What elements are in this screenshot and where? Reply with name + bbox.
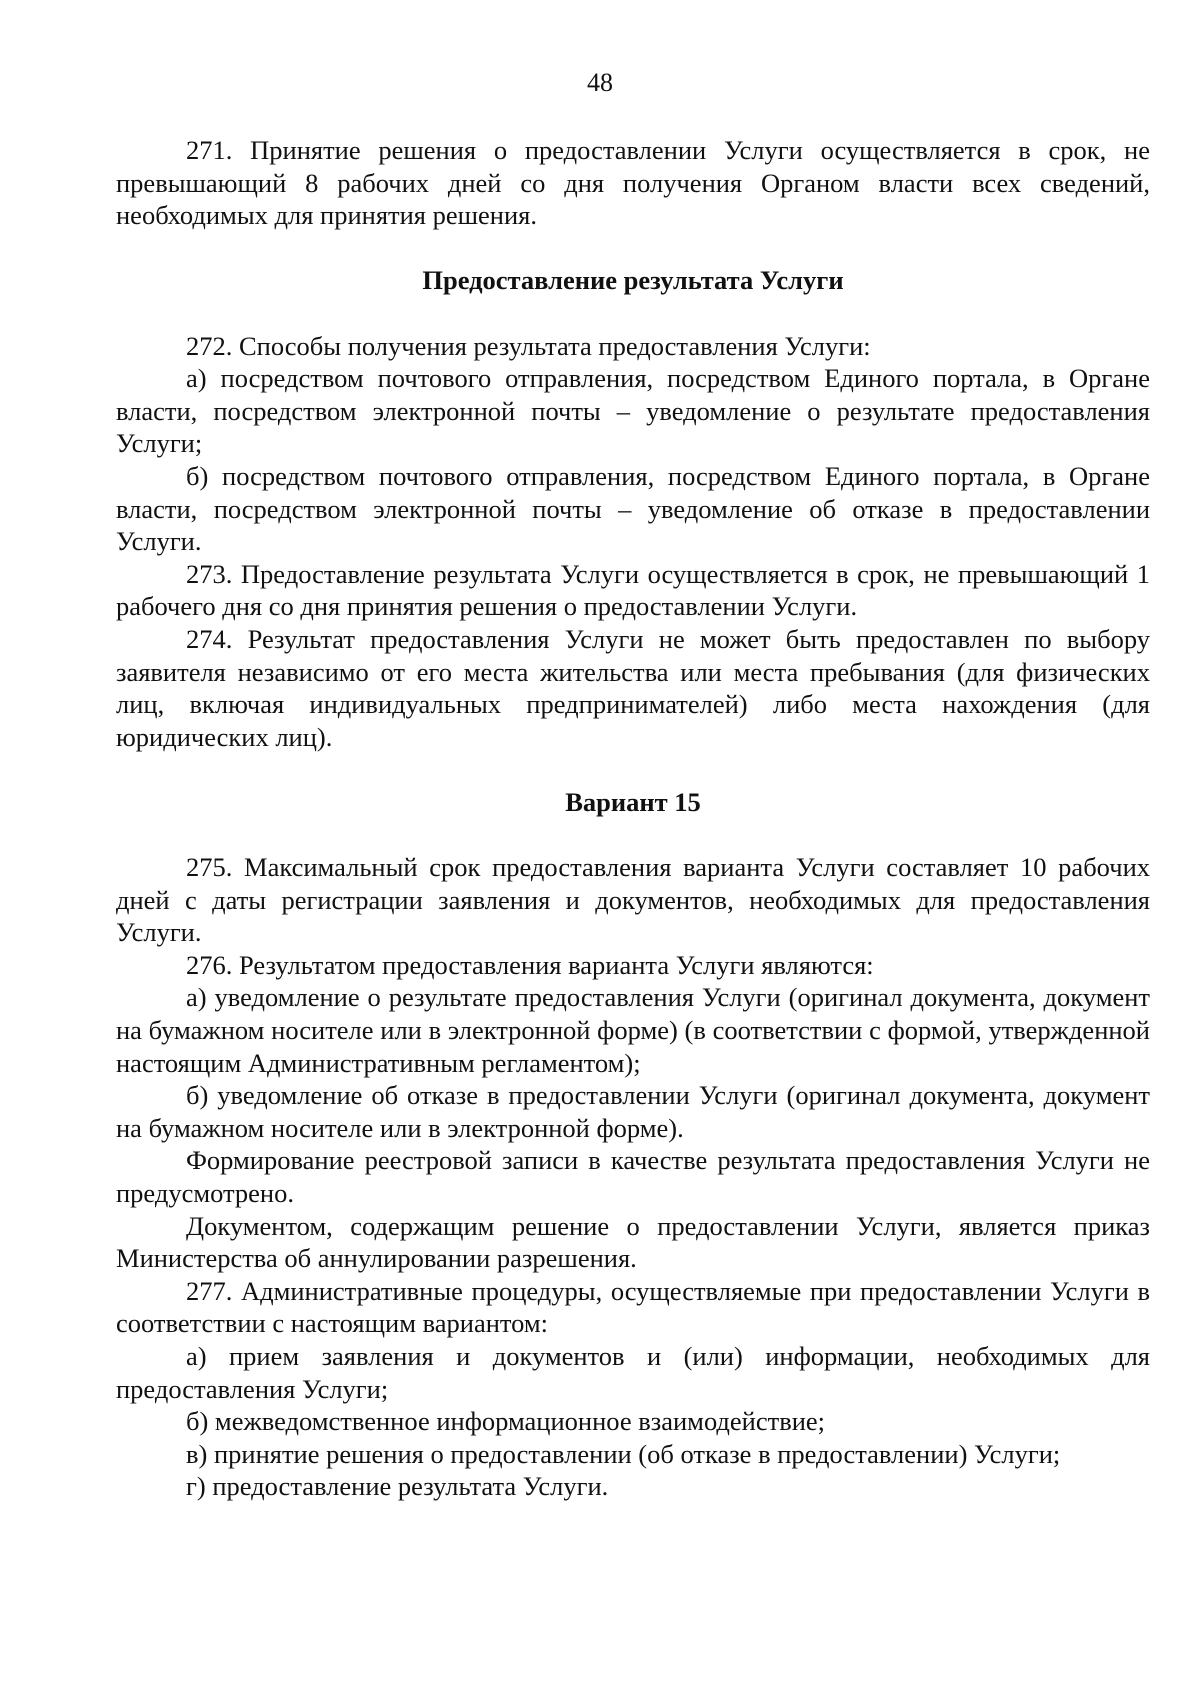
paragraph-276: 276. Результатом предоставления варианта Услуги являются:: [186, 949, 874, 980]
blank-line: [116, 818, 1150, 851]
paragraph-272-b: б) посредством почтового отправления, посредством Единого портала, в Органе власти, посредством электронной почты – уведомление об отказе в предоставлении Услуги.: [116, 460, 1150, 557]
paragraph-277-a: а) прием заявления и документов и (или) информации, необходимых для предоставления Услуги;: [116, 1340, 1150, 1404]
paragraph-273: 273. Предоставление результата Услуги осуществляется в срок, не превышающий 1 рабочего дня со дня принятия решения о предоставлении Услуги.: [116, 558, 1150, 622]
document-body: [116, 134, 1150, 1503]
blank-line: [116, 753, 1150, 786]
paragraph-decision-document: Документом, содержащим решение о предоставлении Услуги, является приказ Министерства об аннулировании разрешения.: [116, 1210, 1150, 1274]
paragraph-277-b: б) межведомственное информационное взаимодействие;: [186, 1406, 826, 1437]
paragraph-276-a: а) уведомление о результате предоставления Услуги (оригинал документа, документ на бумажном носителе или в электронной форме) (в соответствии с формой, утвержденной настоящим Административным регламентом);: [116, 982, 1150, 1078]
page-number: 48: [587, 68, 613, 97]
paragraph-271: 271. Принятие решения о предоставлении Услуги осуществляется в срок, не превышающий 8 рабочих дней со дня получения Органом власти всех сведений, необходимых для принятия решения.: [116, 135, 1150, 231]
paragraph-276-b: б) уведомление об отказе в предоставлении Услуги (оригинал документа, документ на бумажном носителе или в электронной форме).: [116, 1080, 1150, 1143]
paragraph-275: 275. Максимальный срок предоставления варианта Услуги составляет 10 рабочих дней с даты регистрации заявления и документов, необходимых для предоставления Услуги.: [116, 852, 1150, 948]
paragraph-274: 274. Результат предоставления Услуги не может быть предоставлен по выбору заявителя независимо от его места жительства или места пребывания (для физических лиц, включая индивидуальных предпринимателей) либо места нахождения (для юридических лиц).: [116, 623, 1150, 752]
blank-line: [116, 297, 1150, 330]
paragraph-272: 272. Способы получения результата предоставления Услуги:: [186, 330, 871, 361]
section-heading-variant-15: Вариант 15: [565, 786, 701, 817]
section-heading-result: Предоставление результата Услуги: [422, 265, 844, 296]
paragraph-277: 277. Административные процедуры, осуществляемые при предоставлении Услуги в соответствии с настоящим вариантом:: [116, 1275, 1150, 1339]
blank-line: [116, 232, 1150, 265]
paragraph-277-v: в) принятие решения о предоставлении (об отказе в предоставлении) Услуги;: [186, 1438, 1061, 1469]
paragraph-277-g: г) предоставление результата Услуги.: [186, 1471, 609, 1502]
paragraph-272-a: а) посредством почтового отправления, посредством Единого портала, в Органе власти, посредством электронной почты – уведомление о результате предоставления Услуги;: [116, 363, 1150, 459]
paragraph-registry-record: Формирование реестровой записи в качестве результата предоставления Услуги не предусмотрено.: [116, 1145, 1150, 1208]
